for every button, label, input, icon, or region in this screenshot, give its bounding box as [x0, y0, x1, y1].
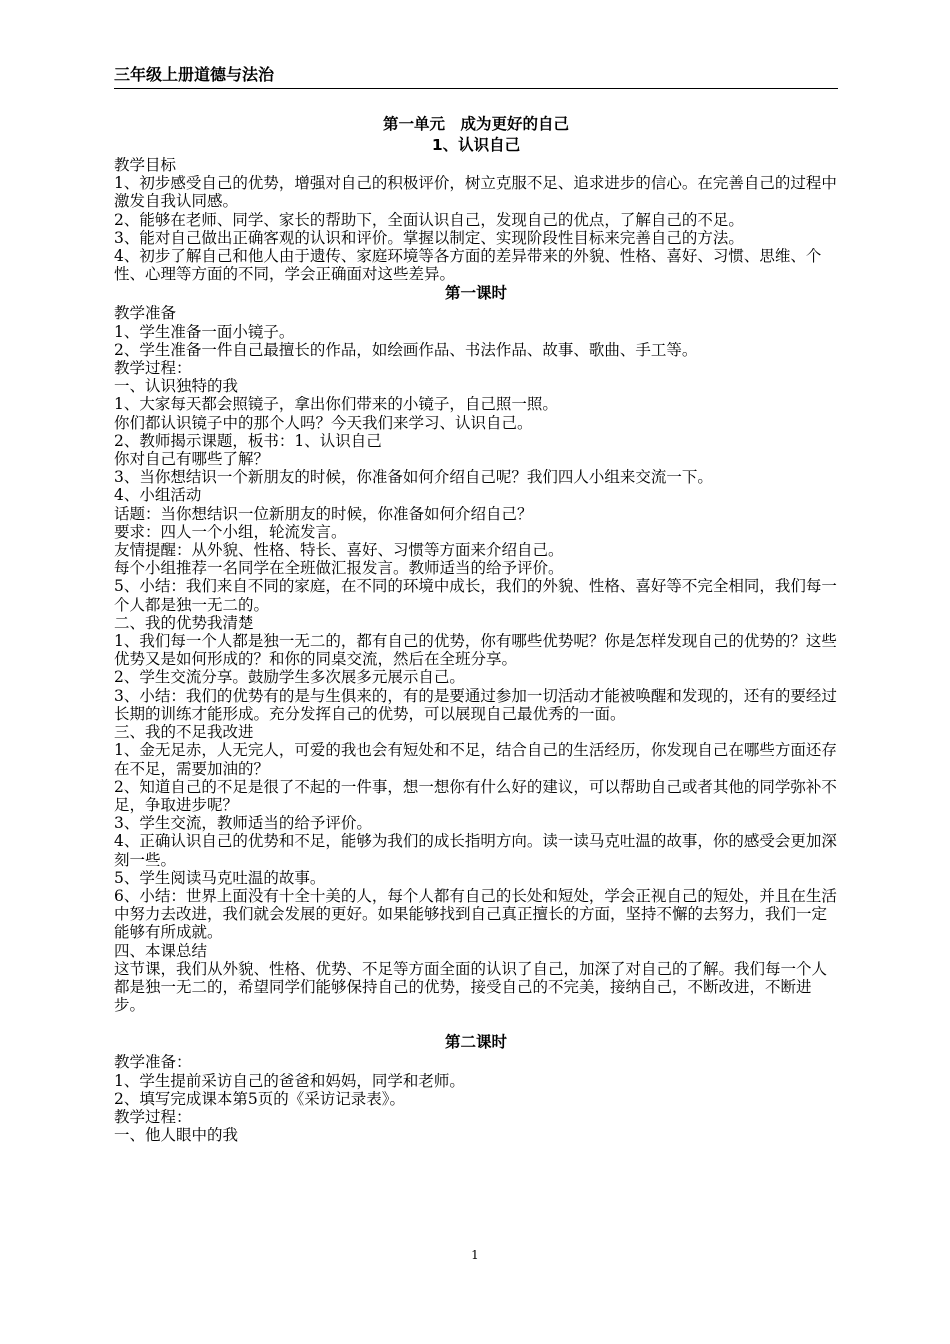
paragraph: 二、我的优势我清楚 — [114, 613, 254, 632]
paragraph: 要求：四人一个小组，轮流发言。 — [114, 522, 347, 541]
paragraph: 这节课，我们从外貌、性格、优势、不足等方面全面的认识了自己，加深了对自己的了解。我们每一个人都是独一无二的，希望同学们能够保持自己的优势，接受自己的不完美，接纳自己，不断改进，不断进步。 — [114, 959, 828, 1015]
paragraph: 教学过程： — [114, 1107, 192, 1126]
spacer — [114, 1014, 838, 1032]
paragraph: 3、当你想结识一个新朋友的时候，你准备如何介绍自己呢？我们四人小组来交流一下。 — [114, 468, 713, 487]
header-title: 三年级上册道德与法治 — [114, 65, 275, 84]
class1-title: 第一课时 — [444, 284, 507, 303]
paragraph: 2、教师揭示课题，板书：1、认识自己 — [114, 431, 382, 450]
paragraph: 教学准备 — [114, 304, 177, 323]
class1-content — [114, 304, 838, 1014]
paragraph: 3、小结：我们的优势有的是与生俱来的，有的是要通过参加一切活动才能被唤醒和发现的，还有的要经过长期的训练才能形成。充分发挥自己的优势，可以展现自己最优秀的一面。 — [114, 686, 837, 723]
paragraph: 1、初步感受自己的优势，增强对自己的积极评价，树立克服不足、追求进步的信心。在完善自己的过程中激发自我认同感。 — [114, 174, 837, 211]
paragraph: 4、初步了解自己和他人由于遗传、家庭环境等各方面的差异带来的外貌、性格、喜好、习惯、思维、个性、心理等方面的不同，学会正确面对这些差异。 — [114, 247, 822, 284]
paragraph: 教学目标 — [114, 156, 177, 174]
paragraph: 1、大家每天都会照镜子，拿出你们带来的小镜子，自己照一照。 — [114, 395, 558, 414]
paragraph: 4、正确认识自己的优势和不足，能够为我们的成长指明方向。读一读马克吐温的故事，你的感受会更加深刻一些。 — [114, 832, 837, 869]
paragraph: 1、学生准备一面小镜子。 — [114, 322, 295, 341]
paragraph: 4、小组活动 — [114, 486, 202, 505]
paragraph: 友情提醒：从外貌、性格、特长、喜好、习惯等方面来介绍自己。 — [114, 541, 564, 560]
teaching-objectives — [114, 156, 838, 283]
paragraph: 2、能够在老师、同学、家长的帮助下，全面认识自己，发现自己的优点，了解自己的不足。 — [114, 210, 744, 229]
paragraph: 教学过程： — [114, 359, 192, 378]
paragraph: 2、学生准备一件自己最擅长的作品，如绘画作品、书法作品、故事、歌曲、手工等。 — [114, 340, 698, 359]
paragraph: 3、学生交流，教师适当的给予评价。 — [114, 814, 372, 833]
paragraph: 1、学生提前采访自己的爸爸和妈妈，同学和老师。 — [114, 1071, 465, 1090]
paragraph: 5、学生阅读马克吐温的故事。 — [114, 868, 326, 887]
paragraph: 教学准备： — [114, 1053, 192, 1072]
paragraph: 5、小结：我们来自不同的家庭，在不同的环境中成长，我们的外貌、性格、喜好等不完全相同，我们每一个人都是独一无二的。 — [114, 577, 837, 614]
paragraph: 1、我们每一个人都是独一无二的，都有自己的优势，你有哪些优势呢？你是怎样发现自己的优势的？这些优势又是如何形成的？和你的同桌交流，然后在全班分享。 — [114, 632, 837, 669]
page-number: 1 — [471, 1248, 479, 1262]
page-header — [114, 62, 838, 89]
paragraph: 2、填写完成课本第5页的《采访记录表》。 — [114, 1089, 405, 1108]
lesson-title: 1、认识自己 — [431, 136, 521, 154]
paragraph: 一、认识独特的我 — [114, 377, 239, 396]
class2-title: 第二课时 — [444, 1033, 507, 1052]
paragraph: 3、能对自己做出正确客观的认识和评价。掌握以制定、实现阶段性目标来完善自己的方法。 — [114, 228, 744, 247]
paragraph: 每个小组推荐一名同学在全班做汇报发言。教师适当的给予评价。 — [114, 559, 564, 578]
paragraph: 6、小结：世界上面没有十全十美的人，每个人都有自己的长处和短处，学会正视自己的短处，并且在生活中努力去改进，我们就会发展的更好。如果能够找到自己真正擅长的方面，坚持不懈的去努力，我们一定能够有所成就。 — [114, 886, 837, 942]
paragraph: 话题：当你想结识一位新朋友的时候，你准备如何介绍自己？ — [114, 504, 533, 523]
unit-title: 第一单元 成为更好的自己 — [382, 115, 569, 133]
paragraph: 一、他人眼中的我 — [114, 1126, 239, 1145]
paragraph: 2、知道自己的不足是很了不起的一件事，想一想你有什么好的建议，可以帮助自己或者其他的同学弥补不足，争取进步呢？ — [114, 777, 837, 814]
paragraph: 你们都认识镜子中的那个人吗？今天我们来学习、认识自己。 — [114, 413, 533, 432]
document-body — [114, 114, 838, 1144]
paragraph: 四、本课总结 — [114, 941, 208, 960]
class2-content — [114, 1053, 838, 1144]
paragraph: 2、学生交流分享。鼓励学生多次展多元展示自己。 — [114, 668, 465, 687]
paragraph: 你对自己有哪些了解？ — [114, 450, 270, 469]
paragraph: 1、金无足赤，人无完人，可爱的我也会有短处和不足，结合自己的生活经历，你发现自己在哪些方面还存在不足，需要加油的？ — [114, 741, 837, 778]
paragraph: 三、我的不足我改进 — [114, 723, 254, 742]
